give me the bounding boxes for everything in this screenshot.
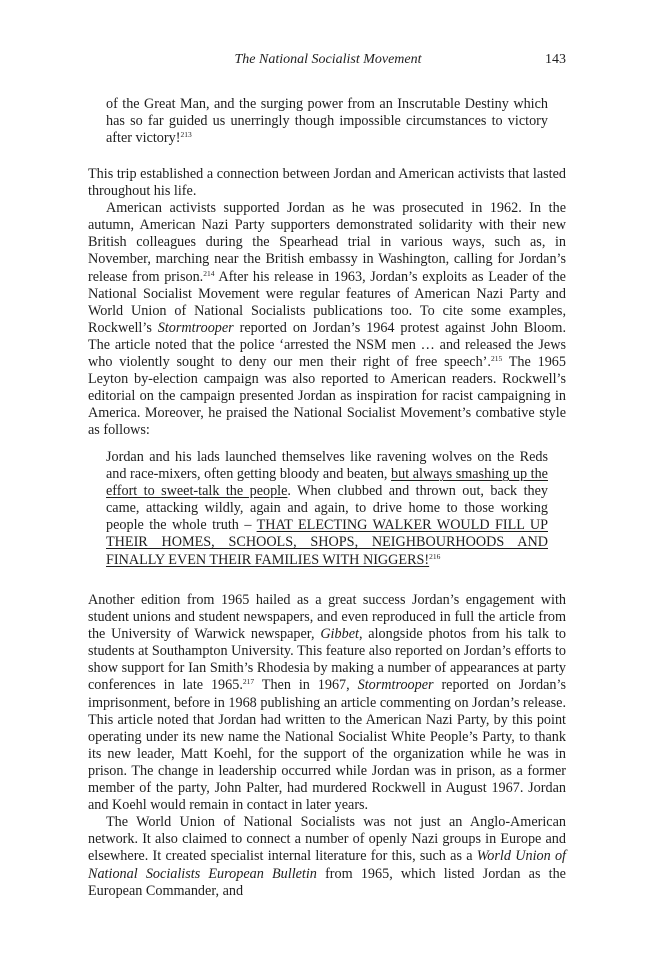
footnote-ref-213: 213 [180,130,192,140]
quote-2-text-a: Jordan and his lads launched themselves like ravening wolves on the Reds and race-mixers, often getting bloody and beaten, [106,449,548,483]
paragraph-2 [88,200,566,439]
publication-title-wuns-bulletin: World Union of National Socialists European Bulletin [88,848,566,882]
paragraph-3-text-d: reported on Jordan’s imprisonment, before in 1968 publishing an article commenting on Jordan’s release. This article noted that Jordan had written to the American Nazi Party, by this point operating under its new name the National Socialist White People’s Party, to thank its new leader, Matt Koehl, for the support of the organization while he was in prison. The change in leadership occurred while Jordan was in prison, as a former member of the party, John Palter, had murdered Rockwell in August 1967. Jordan and Koehl would remain in contact in later years. [88,677,566,814]
quote-2-underlined-b: THAT ELECTING WALKER WOULD FILL UP THEIR HOMES, SCHOOLS, SHOPS, NEIGHBOURHOODS AND FINALLY EVEN THEIR FAMILIES WITH NIGGERS! [106,517,548,568]
publication-title-stormtrooper-2: Stormtrooper [357,677,434,694]
publication-title-stormtrooper: Stormtrooper [157,319,234,336]
quote-2-paragraph [88,449,566,569]
quote-1-text: of the Great Man, and the surging power from an Inscrutable Destiny which has so far guided us unerringly though impossible circumstances to victory after victory! [106,96,548,147]
paragraph-2-text-a: American activists supported Jordan as he was prosecuted in 1962. In the autumn, American Nazi Party supporters demonstrated solidarity with their new British colleagues during the Spearhead trial in various ways, such as, in November, marching near the British embassy in Washington, calling for Jordan’s release from prison. [88,200,566,285]
paragraph-4 [88,814,566,899]
body-text-1 [88,166,566,440]
publication-title-gibbet: Gibbet [320,626,359,643]
paragraph-1: This trip established a connection between Jordan and American activists that lasted throughout his life. [88,166,566,200]
footnote-ref-217: 217 [242,677,255,687]
quote-2-underlined-a: but always smashing up the effort to sweet-talk the people [106,466,548,500]
footnote-ref-214: 214 [203,268,215,278]
paragraph-3-text-c: Then in 1967, [254,677,358,694]
paragraph-2-text-d: The 1965 Leyton by-election campaign was also reported to American readers. Rockwell’s editorial on the campaign presented Jordan as inspiration for racist campaigning in America. Moreover, he praised the National Socialist Movement’s combative style as follows: [88,354,566,439]
footnote-ref-216: 216 [429,551,441,561]
running-title: The National Socialist Movement [234,52,422,67]
quote-1-paragraph [88,96,566,147]
block-quote-2 [88,449,566,569]
body-text-2 [88,592,566,900]
block-quote-1 [88,96,566,147]
paragraph-3 [88,592,566,814]
paragraph-2-text-b: After his release in 1963, Jordan’s exploits as Leader of the National Socialist Movement were regular features of American Nazi Party and World Union of National Socialists publications too. To cite some examples, Rockwell’s [88,268,566,336]
quote-2-text-b: . When clubbed and thrown out, back they came, attacking wildly, again and again, to drive home to those working people the whole truth – [106,483,548,534]
paragraph-3-text-b: , alongside photos from his talk to students at Southampton University. This feature also reported on Jordan’s efforts to show support for Ian Smith’s Rhodesia by making a number of appearances at party conferences in late 1965. [88,626,566,694]
footnote-ref-215: 215 [490,354,503,364]
page-header [90,52,566,72]
paragraph-3-text-a: Another edition from 1965 hailed as a great success Jordan’s engagement with student unions and student newspapers, and even reproduced in full the article from the University of Warwick newspaper, [88,592,566,643]
paragraph-2-text-c: reported on Jordan’s 1964 protest against John Bloom. The article noted that the police ‘arrested the NSM men … and released the Jews who violently sought to deny our men their right of free speech’. [88,319,566,371]
paragraph-4-text-a: The World Union of National Socialists was not just an Anglo-American network. It also claimed to connect a number of openly Nazi groups in Europe and elsewhere. It created specialist internal literature for this, such as a [88,814,566,865]
paragraph-4-text-b: from 1965, which listed Jordan as the European Commander, and [88,865,566,899]
page-number: 143 [545,52,566,67]
